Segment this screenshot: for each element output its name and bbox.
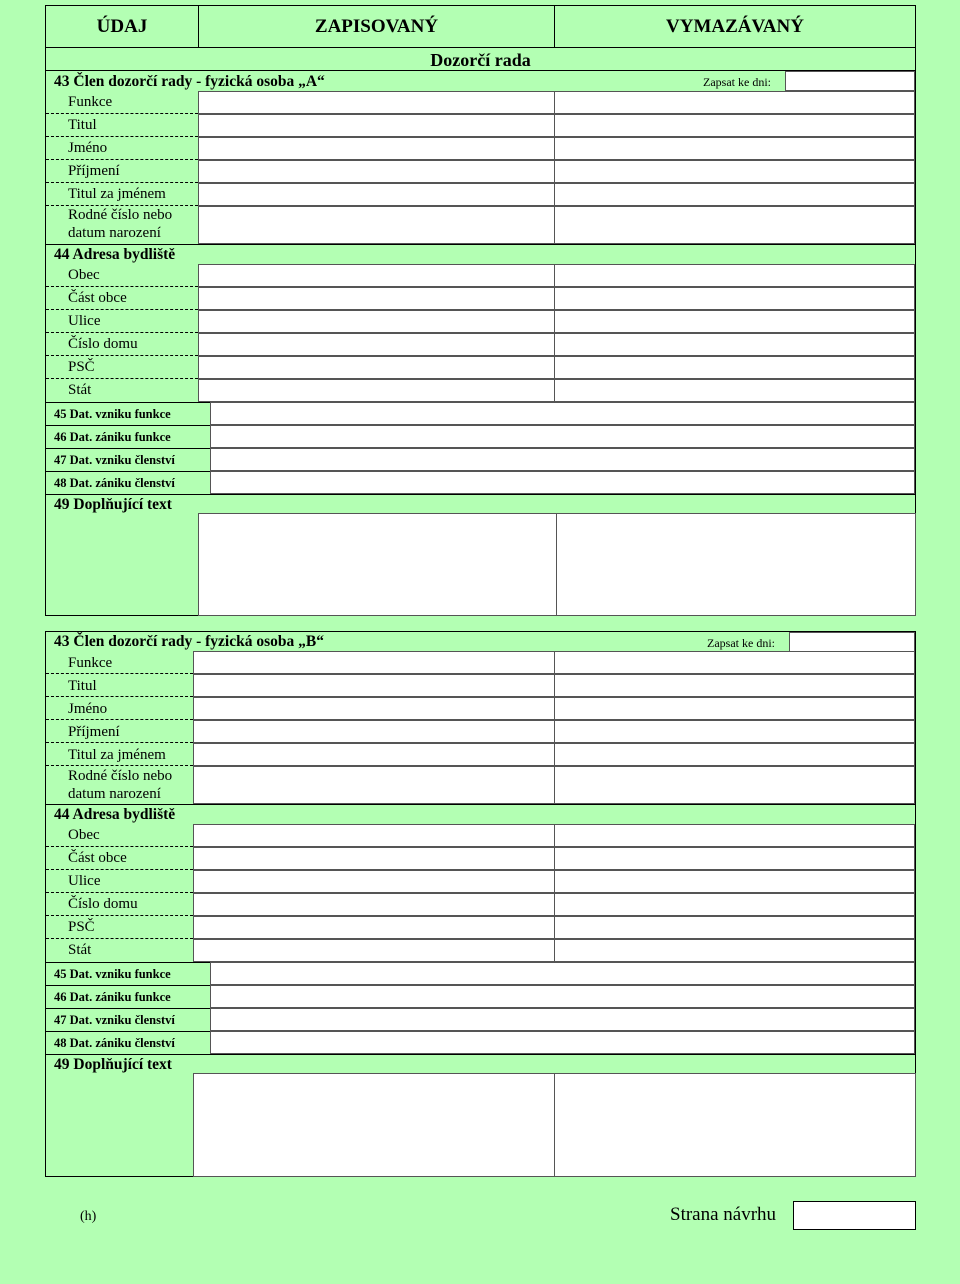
a-label-rodne-2: datum narození: [68, 225, 161, 241]
a-label-titul: Titul: [68, 117, 97, 133]
member-a-zapsat-field[interactable]: [785, 71, 915, 91]
a-titul-new[interactable]: [198, 114, 555, 137]
b-obec-new[interactable]: [193, 824, 555, 847]
b-cislo-new[interactable]: [193, 893, 555, 916]
b-cast-old[interactable]: [554, 847, 915, 870]
b-label-adresa: 44 Adresa bydliště: [54, 806, 176, 823]
a-obec-old[interactable]: [554, 264, 915, 287]
b-f45-field[interactable]: [210, 962, 915, 985]
a-rodne-new[interactable]: [198, 206, 555, 244]
b-f46-field[interactable]: [210, 985, 915, 1008]
member-a-zapsat-label: Zapsat ke dni:: [703, 75, 771, 89]
b-label-titul: Titul: [68, 678, 97, 694]
a-cast-new[interactable]: [198, 287, 555, 310]
column-header-zapisovany: ZAPISOVANÝ: [314, 16, 439, 37]
a-funkce-new[interactable]: [198, 91, 555, 114]
a-label-f45: 45 Dat. vzniku funkce: [54, 407, 171, 421]
section-title-dozorci-rada: Dozorčí rada: [430, 50, 531, 70]
b-label-rodne-1: Rodné číslo nebo: [68, 768, 173, 784]
b-label-f45: 45 Dat. vzniku funkce: [54, 967, 171, 981]
a-jmeno-new[interactable]: [198, 137, 555, 160]
b-f47-field[interactable]: [210, 1008, 915, 1031]
a-label-f46: 46 Dat. zániku funkce: [54, 430, 171, 444]
b-label-jmeno: Jméno: [68, 701, 108, 717]
a-label-adresa: 44 Adresa bydliště: [54, 246, 176, 263]
column-header-vymazavany: VYMAZÁVANÝ: [666, 16, 804, 37]
a-stat-new[interactable]: [198, 379, 555, 402]
member-a-title: 43 Člen dozorčí rady - fyzická osoba „A“: [54, 73, 325, 90]
b-jmeno-new[interactable]: [193, 697, 555, 720]
a-titul-za-old[interactable]: [554, 183, 915, 206]
a-label-jmeno: Jméno: [68, 140, 108, 156]
member-b-zapsat-label: Zapsat ke dni:: [707, 636, 775, 650]
b-label-f47: 47 Dat. vzniku členství: [54, 1013, 175, 1027]
a-obec-new[interactable]: [198, 264, 555, 287]
a-rodne-old[interactable]: [554, 206, 915, 244]
b-jmeno-old[interactable]: [554, 697, 915, 720]
b-ulice-new[interactable]: [193, 870, 555, 893]
b-stat-new[interactable]: [193, 939, 555, 962]
b-titul-old[interactable]: [554, 674, 915, 697]
a-label-rodne-1: Rodné číslo nebo: [68, 207, 173, 223]
b-titul-new[interactable]: [193, 674, 555, 697]
a-label-stat: Stát: [68, 382, 92, 398]
a-f45-field[interactable]: [210, 402, 915, 425]
a-funkce-old[interactable]: [554, 91, 915, 114]
b-rodne-new[interactable]: [193, 766, 555, 804]
b-funkce-old[interactable]: [554, 651, 915, 674]
b-label-funkce: Funkce: [68, 655, 113, 671]
b-label-obec: Obec: [68, 827, 100, 843]
b-stat-old[interactable]: [554, 939, 915, 962]
a-label-titul-za: Titul za jménem: [68, 186, 166, 202]
a-label-funkce: Funkce: [68, 94, 113, 110]
footer-mark: (h): [80, 1209, 97, 1224]
b-psc-old[interactable]: [554, 916, 915, 939]
b-label-psc: PSČ: [68, 919, 95, 935]
a-label-f47: 47 Dat. vzniku členství: [54, 453, 175, 467]
b-ulice-old[interactable]: [554, 870, 915, 893]
a-titul-old[interactable]: [554, 114, 915, 137]
a-prijmeni-old[interactable]: [554, 160, 915, 183]
a-cislo-old[interactable]: [554, 333, 915, 356]
a-stat-old[interactable]: [554, 379, 915, 402]
b-cislo-old[interactable]: [554, 893, 915, 916]
b-label-prijmeni: Příjmení: [68, 724, 120, 740]
b-psc-new[interactable]: [193, 916, 555, 939]
b-f48-field[interactable]: [210, 1031, 915, 1054]
a-cislo-new[interactable]: [198, 333, 555, 356]
a-f46-field[interactable]: [210, 425, 915, 448]
b-titul-za-new[interactable]: [193, 743, 555, 766]
a-label-psc: PSČ: [68, 359, 95, 375]
a-f48-field[interactable]: [210, 471, 915, 494]
b-label-f48: 48 Dat. zániku členství: [54, 1036, 175, 1050]
a-f49-old[interactable]: [556, 513, 916, 616]
b-rodne-old[interactable]: [554, 766, 915, 804]
b-label-cislo: Číslo domu: [68, 896, 138, 912]
a-psc-new[interactable]: [198, 356, 555, 379]
a-cast-old[interactable]: [554, 287, 915, 310]
b-label-stat: Stát: [68, 942, 92, 958]
a-label-ulice: Ulice: [68, 313, 101, 329]
member-b-zapsat-field[interactable]: [789, 632, 915, 652]
page-number-label: Strana návrhu: [670, 1204, 777, 1225]
a-label-cislo: Číslo domu: [68, 336, 138, 352]
a-label-f48: 48 Dat. zániku členství: [54, 476, 175, 490]
b-label-f49: 49 Doplňující text: [54, 1056, 172, 1073]
b-label-rodne-2: datum narození: [68, 786, 161, 802]
a-label-cast: Část obce: [68, 290, 127, 306]
a-ulice-new[interactable]: [198, 310, 555, 333]
b-f49-new[interactable]: [193, 1073, 555, 1177]
a-f47-field[interactable]: [210, 448, 915, 471]
b-titul-za-old[interactable]: [554, 743, 915, 766]
a-jmeno-old[interactable]: [554, 137, 915, 160]
page-number-field[interactable]: [793, 1201, 916, 1230]
a-label-prijmeni: Příjmení: [68, 163, 120, 179]
b-f49-old[interactable]: [554, 1073, 916, 1177]
b-prijmeni-old[interactable]: [554, 720, 915, 743]
column-header-udaj: ÚDAJ: [96, 16, 148, 37]
b-funkce-new[interactable]: [193, 651, 555, 674]
a-ulice-old[interactable]: [554, 310, 915, 333]
a-titul-za-new[interactable]: [198, 183, 555, 206]
b-cast-new[interactable]: [193, 847, 555, 870]
b-label-ulice: Ulice: [68, 873, 101, 889]
a-f49-new[interactable]: [198, 513, 557, 616]
a-label-obec: Obec: [68, 267, 100, 283]
a-psc-old[interactable]: [554, 356, 915, 379]
a-prijmeni-new[interactable]: [198, 160, 555, 183]
a-label-f49: 49 Doplňující text: [54, 496, 172, 513]
b-obec-old[interactable]: [554, 824, 915, 847]
b-prijmeni-new[interactable]: [193, 720, 555, 743]
b-label-f46: 46 Dat. zániku funkce: [54, 990, 171, 1004]
b-label-cast: Část obce: [68, 850, 127, 866]
b-label-titul-za: Titul za jménem: [68, 747, 166, 763]
member-b-title: 43 Člen dozorčí rady - fyzická osoba „B“: [54, 633, 324, 650]
